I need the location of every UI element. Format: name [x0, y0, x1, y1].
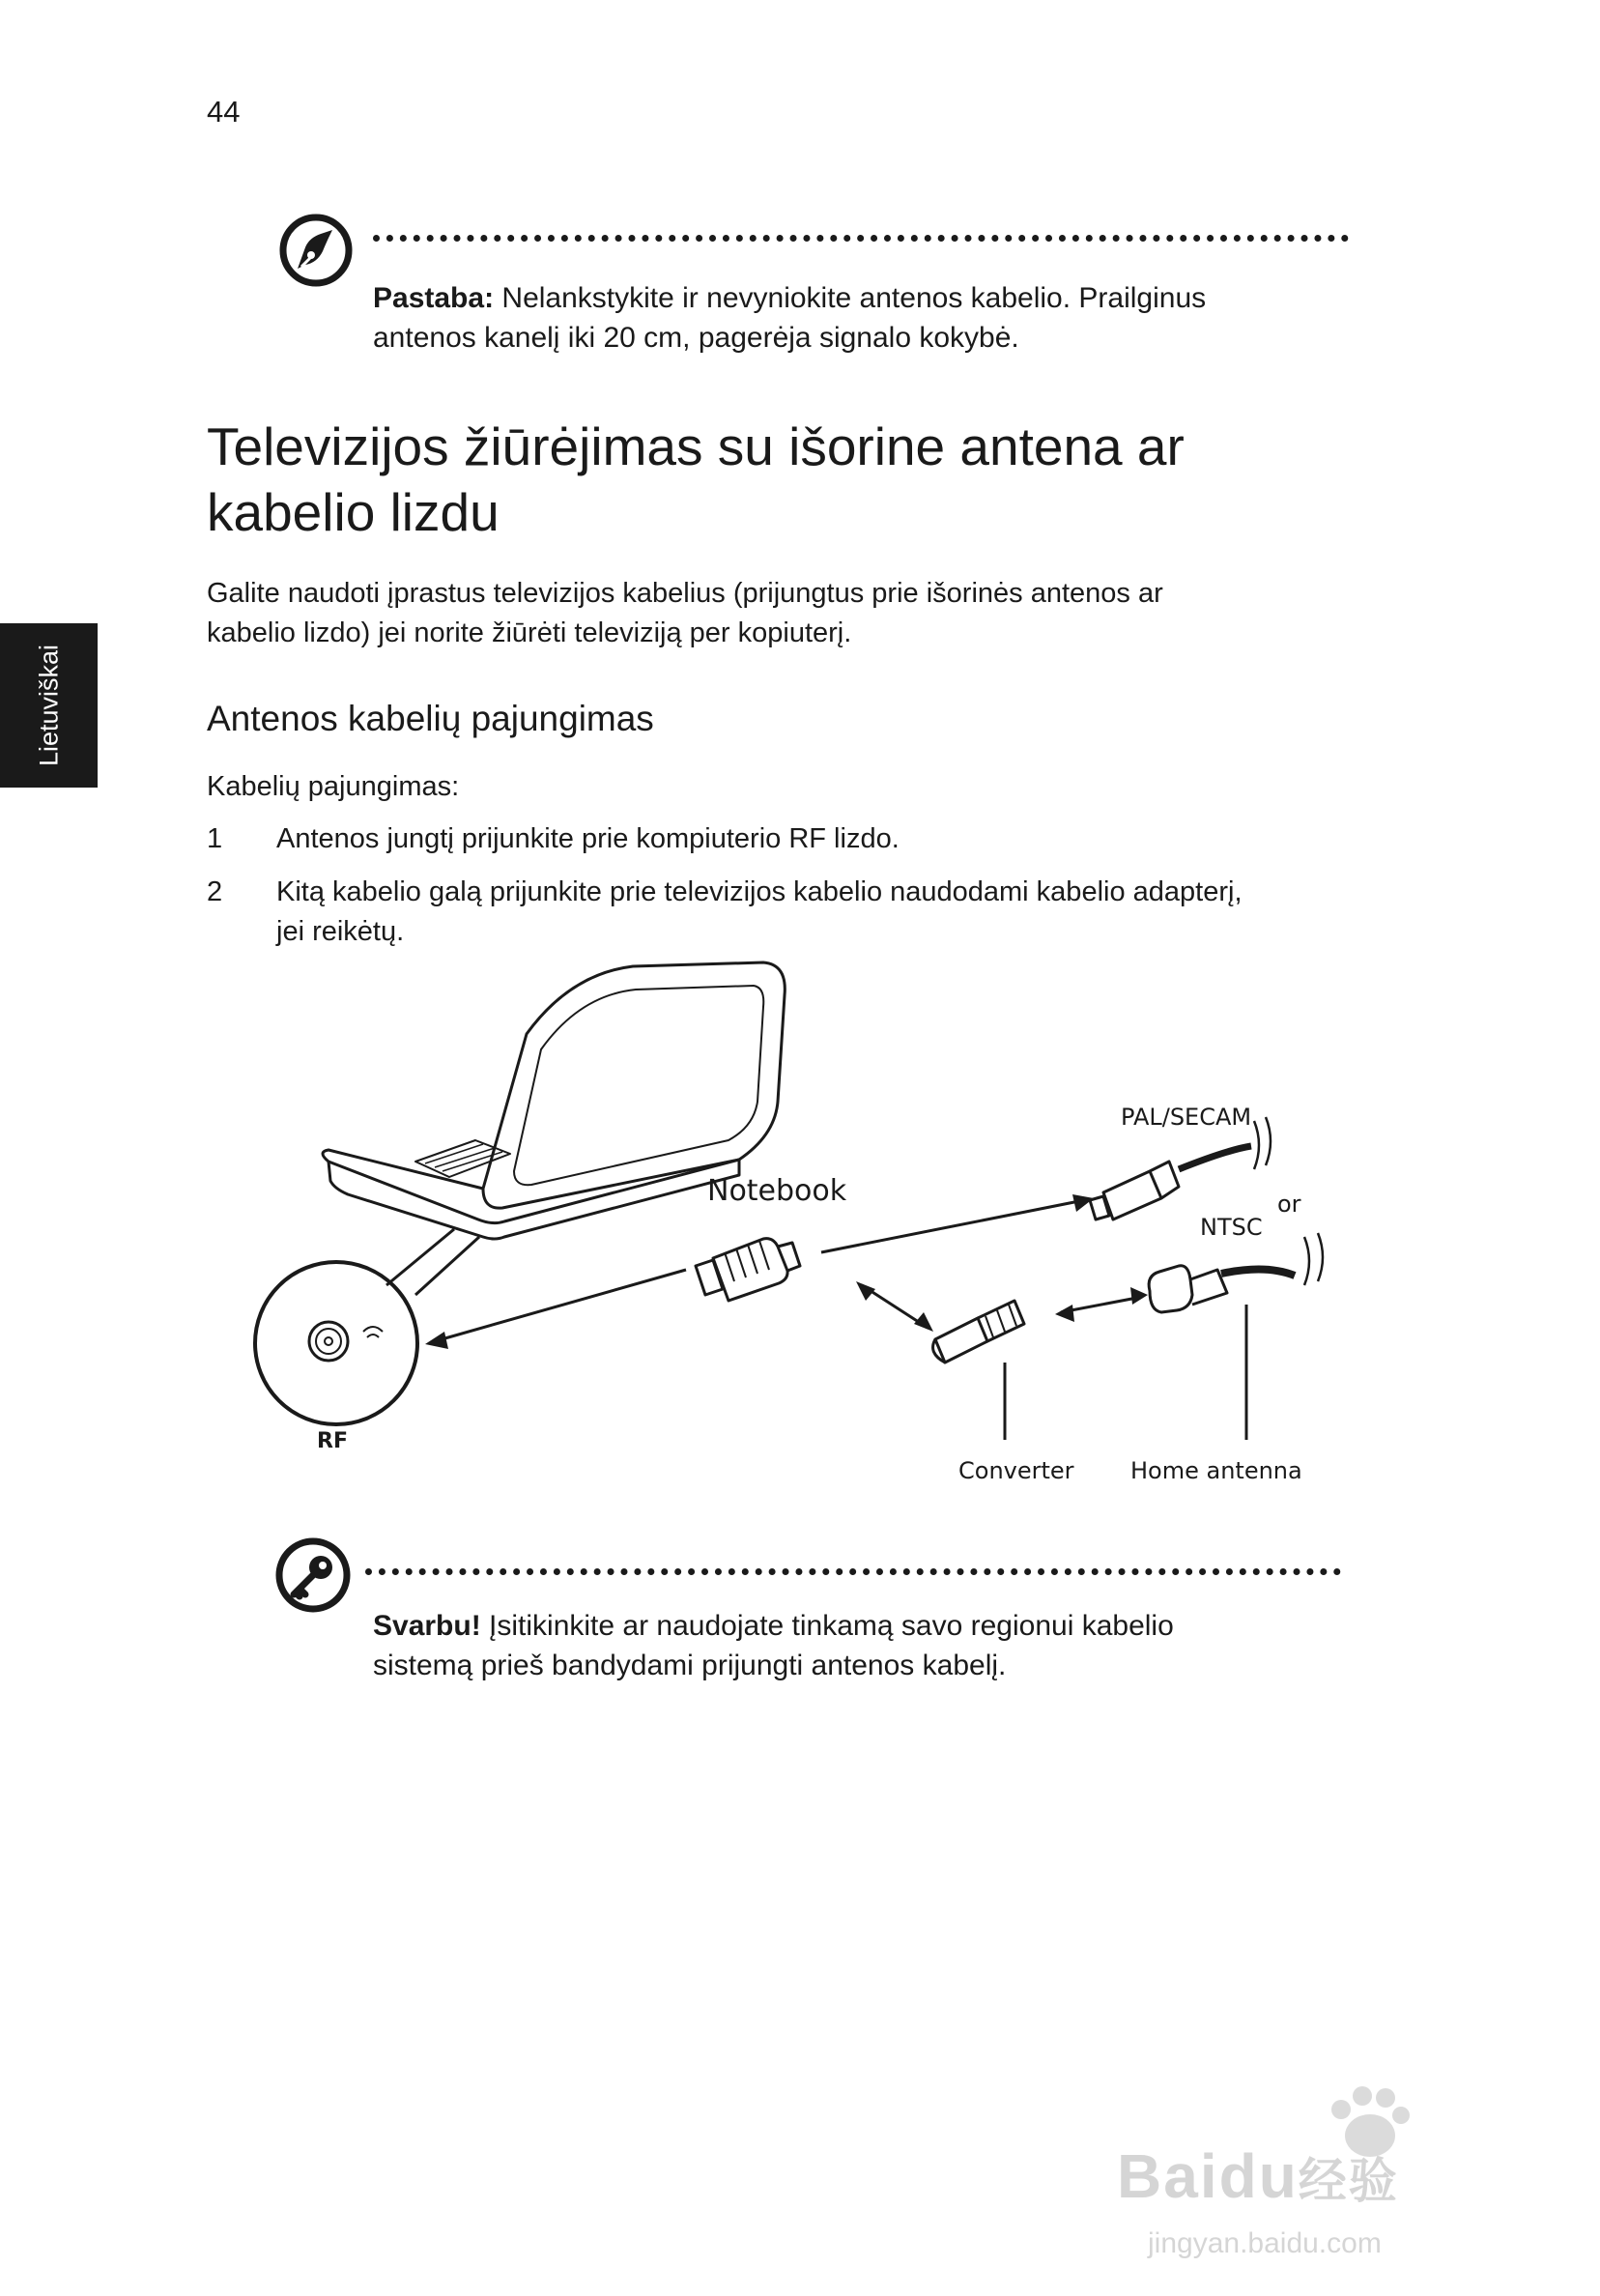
watermark-suffix: 经验 — [1298, 2154, 1399, 2208]
important-line-2: sistemą prieš bandydami prijungti antenos kabelį. — [373, 1650, 1007, 1681]
notebook-connector — [696, 1239, 800, 1301]
step-text: Kitą kabelio galą prijunkite prie televizijos kabelio naudodami kabelio adapterį, — [276, 876, 1243, 907]
intro-line-1: Galite naudoti įprastus televizijos kabelius (prijungtus prie išorinės antenos ar — [207, 578, 1163, 609]
language-side-tab — [0, 623, 98, 788]
intro-line-2: kabelio lizdo) jei norite žiūrėti televiziją per kopiuterį. — [207, 617, 852, 648]
subsection-heading: Antenos kabelių pajungimas — [207, 699, 654, 738]
step-text: Antenos jungtį prijunkite prie kompiuterio RF lizdo. — [276, 823, 900, 854]
important-label: Svarbu! — [373, 1610, 481, 1642]
note-line-1: Nelankstykite ir nevyniokite antenos kabelio. Prailginus — [501, 282, 1207, 314]
home-antenna-label: Home antenna — [1130, 1457, 1302, 1484]
antenna-connection-diagram — [251, 957, 1353, 1498]
step-text-continued: jei reikėtų. — [276, 916, 405, 947]
important-icon — [274, 1536, 352, 1614]
watermark-url: jingyan.baidu.com — [1148, 2227, 1382, 2259]
pal-secam-plug — [1090, 1117, 1271, 1220]
note-divider — [373, 235, 1349, 242]
laptop-illustration — [323, 962, 785, 1295]
important-line-1: Įsitikinkite ar naudojate tinkamą savo regionui kabelio — [489, 1610, 1174, 1642]
step-2 — [207, 873, 1424, 952]
note-icon — [278, 213, 354, 288]
page-number: 44 — [207, 95, 241, 129]
ntsc-plug — [1149, 1233, 1323, 1312]
important-divider — [365, 1568, 1341, 1575]
step-1 — [207, 819, 1405, 859]
list-intro: Kabelių pajungimas: — [207, 771, 460, 802]
section-heading-line-1: Televizijos žiūrėjimas su išorine antena ar — [207, 416, 1185, 476]
rf-label: RF — [317, 1429, 348, 1453]
note-text — [373, 278, 1358, 358]
or-label: or — [1277, 1191, 1301, 1218]
section-heading-line-2: kabelio lizdu — [207, 482, 500, 542]
step-number: 1 — [207, 823, 223, 854]
step-number: 2 — [207, 876, 223, 907]
language-side-tab-label: Lietuviškai — [34, 644, 63, 767]
notebook-label: Notebook — [707, 1174, 847, 1208]
intro-paragraph — [207, 574, 1386, 653]
diagram-svg — [251, 957, 1353, 1498]
baidu-watermark — [1109, 2082, 1496, 2276]
watermark-brand: Baidu — [1117, 2141, 1299, 2211]
converter-label: Converter — [958, 1457, 1074, 1484]
converter-adapter — [933, 1301, 1024, 1363]
note-line-2: antenos kanelį iki 20 cm, pagerėja signalo kokybė. — [373, 322, 1019, 354]
pal-secam-label: PAL/SECAM — [1121, 1104, 1252, 1131]
section-heading — [207, 414, 1424, 545]
important-text — [373, 1606, 1358, 1685]
rf-port-zoom — [255, 1262, 417, 1424]
note-label: Pastaba: — [373, 282, 495, 314]
ntsc-label: NTSC — [1200, 1214, 1263, 1241]
